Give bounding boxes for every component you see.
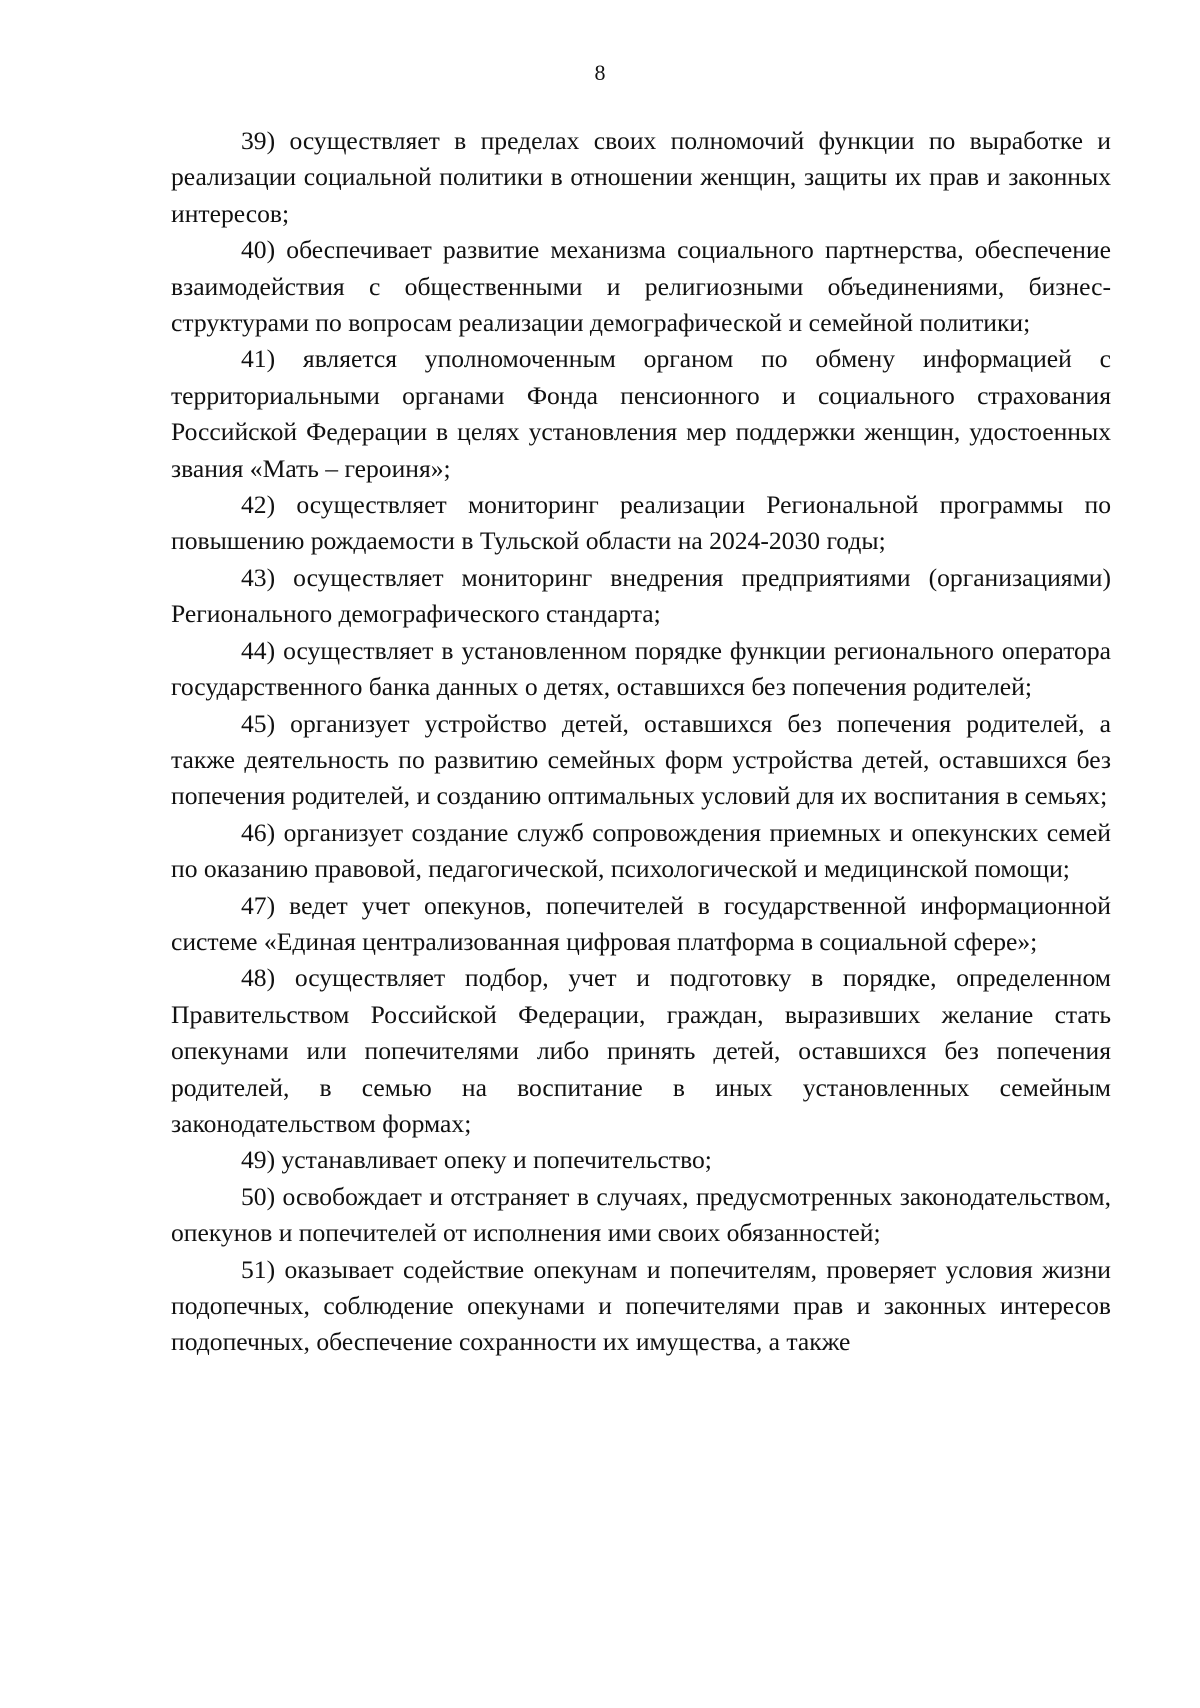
paragraph-51: 51) оказывает содействие опекунам и попечителям, проверяет условия жизни подопечных, соблюдение опекунами и попечителями прав и законных интересов подопечных, обеспечение сохранности их имущества, а также [171, 1254, 1111, 1357]
paragraph-43: 43) осуществляет мониторинг внедрения предприятиями (организациями) Регионального демографического стандарта; [171, 562, 1111, 629]
paragraph-45: 45) организует устройство детей, оставшихся без попечения родителей, а также деятельность по развитию семейных форм устройства детей, оставшихся без попечения родителей, и созданию оптимальных условий для их воспитания в семьях; [171, 708, 1111, 811]
paragraph-50: 50) освобождает и отстраняет в случаях, предусмотренных законодательством, опекунов и попечителей от исполнения ими своих обязанностей; [171, 1181, 1111, 1248]
document-body [171, 123, 1111, 1361]
paragraph-44: 44) осуществляет в установленном порядке функции регионального оператора государственного банка данных о детях, оставшихся без попечения родителей; [171, 635, 1111, 702]
page-number: 8 [594, 60, 606, 85]
paragraph-41: 41) является уполномоченным органом по обмену информацией с территориальными органами Фонда пенсионного и социального страхования Российской Федерации в целях установления мер поддержки женщин, удостоенных звания «Мать – героиня»; [171, 344, 1111, 483]
paragraph-42: 42) осуществляет мониторинг реализации Региональной программы по повышению рождаемости в Тульской области на 2024-2030 годы; [171, 490, 1111, 556]
paragraph-40: 40) обеспечивает развитие механизма социального партнерства, обеспечение взаимодействия с общественными и религиозными объединениями, бизнес-структурами по вопросам реализации демографической и семейной политики; [171, 235, 1111, 338]
paragraph-39: 39) осуществляет в пределах своих полномочий функции по выработке и реализации социальной политики в отношении женщин, защиты их прав и законных интересов; [171, 126, 1111, 228]
paragraph-46: 46) организует создание служб сопровождения приемных и опекунских семей по оказанию правовой, педагогической, психологической и медицинской помощи; [171, 817, 1111, 884]
paragraph-49: 49) устанавливает опеку и попечительство; [241, 1145, 712, 1175]
paragraph-47: 47) ведет учет опекунов, попечителей в государственной информационной системе «Единая централизованная цифровая платформа в социальной сфере»; [171, 890, 1111, 956]
paragraph-48: 48) осуществляет подбор, учет и подготовку в порядке, определенном Правительством Российской Федерации, граждан, выразивших желание стать опекунами или попечителями либо принять детей, оставшихся без попечения родителей, в семью на воспитание в иных установленных семейным законодательством формах; [171, 963, 1111, 1138]
